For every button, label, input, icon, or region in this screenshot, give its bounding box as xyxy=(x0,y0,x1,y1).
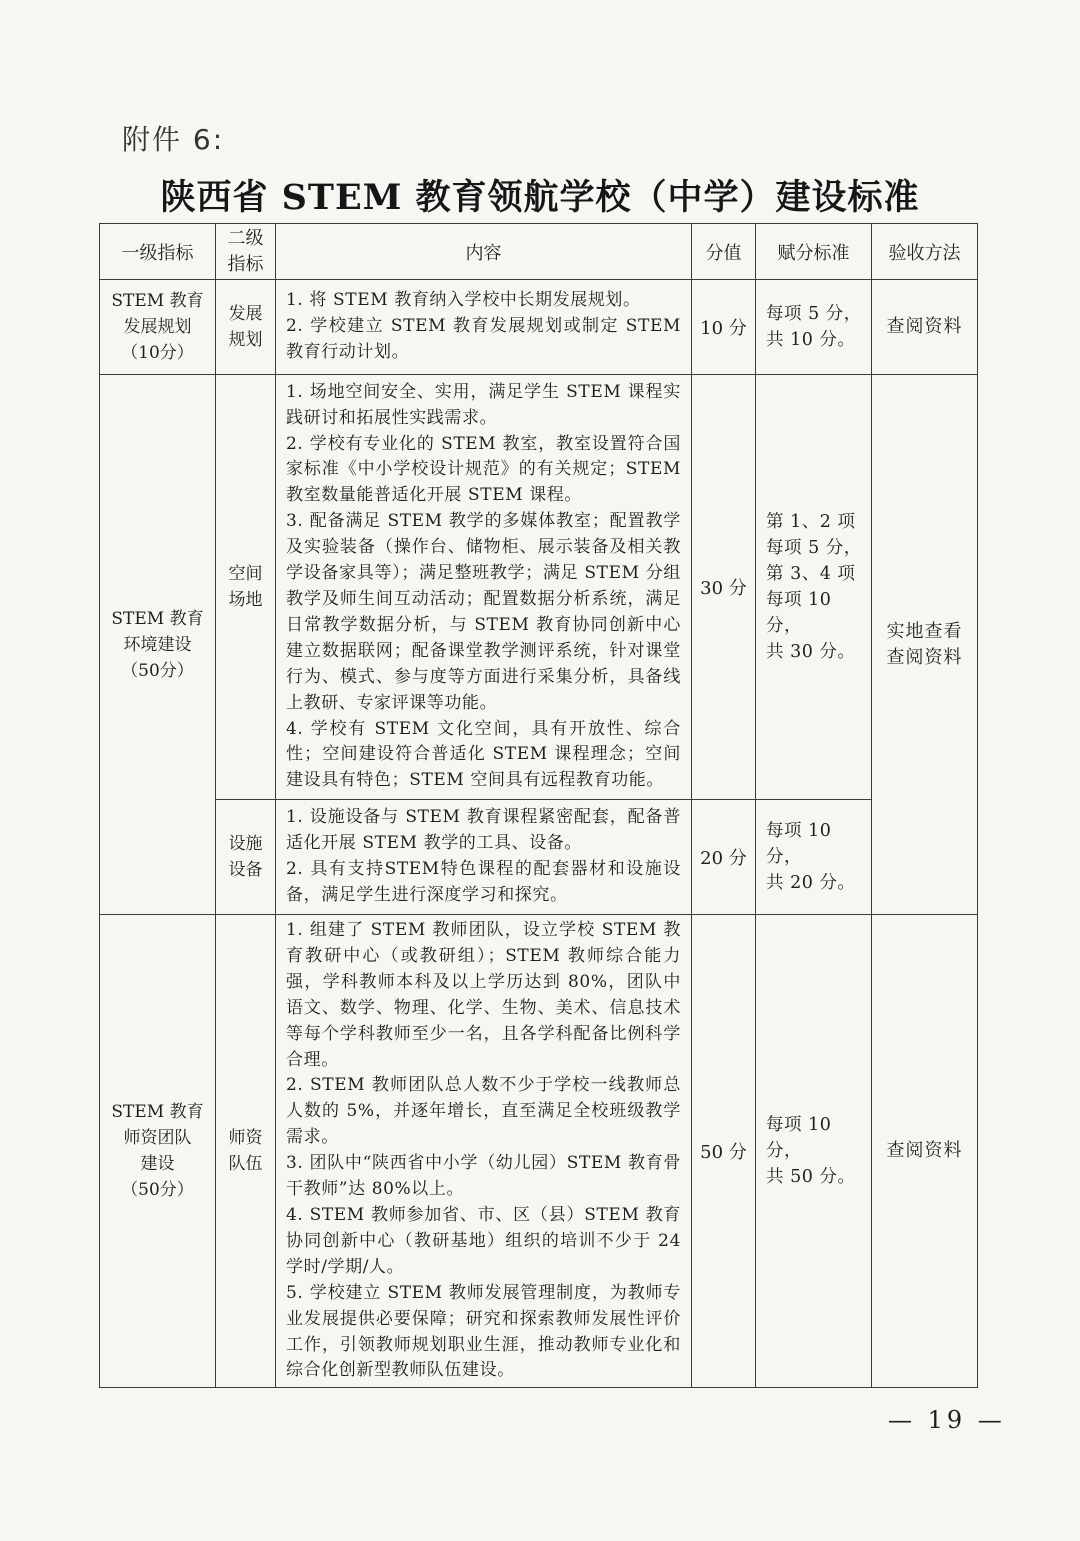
standards-table xyxy=(99,223,978,1388)
content-cell: 1. 组建了 STEM 教师团队，设立学校 STEM 教育教研中心（或教研组）；STEM 教师综合能力强，学科教师本科及以上学历达到 80%，团队中语文、数学、物理、化学、生物、美术、信息技术等每个学科教师至少一名，且各学科配备比例科学合理。 2. STEM 教师团队总人数不少于学校一线教师总人数的 5%，并逐年增长，直至满足全校班级教学需求。 3. 团队中“陕西省中小学（幼儿园）STEM 教育骨干教师”达 80%以上。 4. STEM 教师参加省、市、区（县）STEM 教育协同创新中心（教研基地）组织的培训不少于 24 学时/学期/人。 5. 学校建立 STEM 教师发展管理制度，为教师专业发展提供必要保障；研究和探索教师发展性评价工作，引领教师规划职业生涯，推动教师专业化和综合化创新型教师队伍建设。 xyxy=(276,915,692,1388)
header-level2: 二级 指标 xyxy=(216,224,276,280)
score-cell: 10 分 xyxy=(692,280,756,375)
level2-cell: 师资 队伍 xyxy=(216,915,276,1388)
score-cell: 30 分 xyxy=(692,375,756,800)
table-row xyxy=(100,280,978,375)
content-cell: 1. 场地空间安全、实用，满足学生 STEM 课程实践研讨和拓展性实践需求。 2. 学校有专业化的 STEM 教室，教室设置符合国家标准《中小学校设计规范》的有关规定；STEM 教室数量能普适化开展 STEM 课程。 3. 配备满足 STEM 教学的多媒体教室；配置教学及实验装备（操作台、储物柜、展示装备及相关教学设备家具等）；满足整班教学；满足 STEM 分组教学及师生间互动活动；配置数据分析系统，满足日常教学数据分析，与 STEM 教育协同创新中心建立数据联网；配备课堂教学测评系统，针对课堂行为、模式、参与度等方面进行采集分析，具备线上教研、专家评课等功能。 4. 学校有 STEM 文化空间，具有开放性、综合性；空间建设符合普适化 STEM 课程理念；空间建设具有特色；STEM 空间具有远程教育功能。 xyxy=(276,375,692,800)
table-row xyxy=(100,915,978,1388)
header-score: 分值 xyxy=(692,224,756,280)
header-criteria: 赋分标准 xyxy=(756,224,872,280)
criteria-cell: 每项 10 分， 共 50 分。 xyxy=(756,915,872,1388)
document-title: 陕西省 STEM 教育领航学校（中学）建设标准 xyxy=(160,177,920,218)
table-row xyxy=(100,375,978,800)
level2-cell: 设施 设备 xyxy=(216,800,276,915)
content-cell: 1. 将 STEM 教育纳入学校中长期发展规划。 2. 学校建立 STEM 教育发展规划或制定 STEM 教育行动计划。 xyxy=(276,280,692,375)
level1-cell: STEM 教育 师资团队 建设 （50分） xyxy=(100,915,216,1388)
level2-cell: 发展 规划 xyxy=(216,280,276,375)
level1-cell: STEM 教育 环境建设 （50分） xyxy=(100,375,216,915)
score-cell: 50 分 xyxy=(692,915,756,1388)
level2-cell: 空间 场地 xyxy=(216,375,276,800)
attachment-label: 附件 6: xyxy=(122,123,225,156)
criteria-cell: 第 1、2 项 每项 5 分， 第 3、4 项 每项 10 分， 共 30 分。 xyxy=(756,375,872,800)
content-cell: 1. 设施设备与 STEM 教育课程紧密配套，配备普适化开展 STEM 教学的工具、设备。 2. 具有支持STEM特色课程的配套器材和设施设备，满足学生进行深度学习和探究。 xyxy=(276,800,692,915)
header-method: 验收方法 xyxy=(872,224,978,280)
page-number: — 19 — xyxy=(888,1406,1006,1434)
header-level1: 一级指标 xyxy=(100,224,216,280)
criteria-cell: 每项 5 分， 共 10 分。 xyxy=(756,280,872,375)
table-row xyxy=(100,800,978,915)
header-content: 内容 xyxy=(276,224,692,280)
score-cell: 20 分 xyxy=(692,800,756,915)
method-cell: 实地查看 查阅资料 xyxy=(872,375,978,915)
method-cell: 查阅资料 xyxy=(872,915,978,1388)
criteria-cell: 每项 10 分， 共 20 分。 xyxy=(756,800,872,915)
level1-cell: STEM 教育 发展规划 （10分） xyxy=(100,280,216,375)
method-cell: 查阅资料 xyxy=(872,280,978,375)
table-header-row xyxy=(100,224,978,280)
